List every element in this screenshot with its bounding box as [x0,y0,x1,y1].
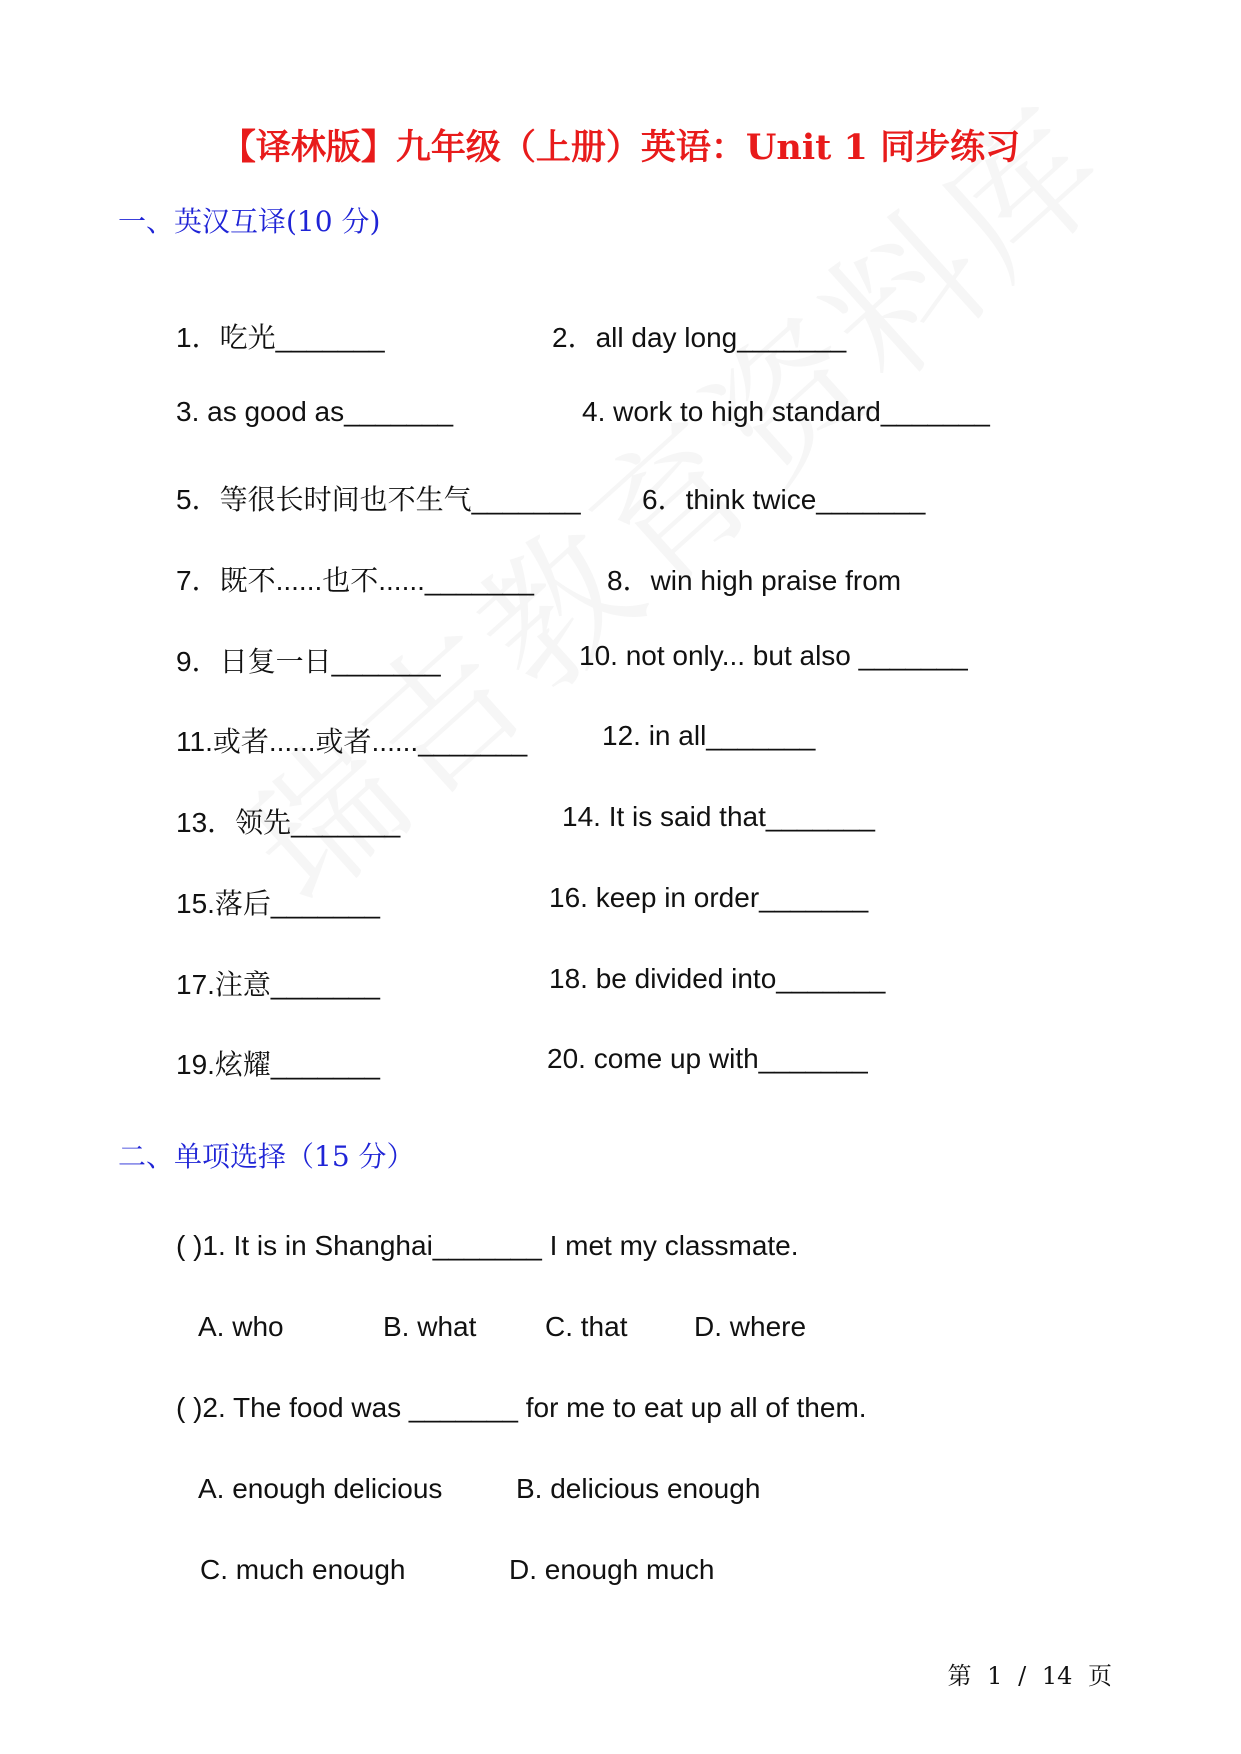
question-1-option-c: C. that [545,1311,628,1342]
item-8: 8．win high praise from [607,565,902,596]
item-14: 14. It is said that_______ [562,801,875,832]
question-2-option-b: B. delicious enough [516,1473,761,1504]
item-13: 13．领先_______ [176,807,401,838]
footer-current-page: 1 [987,1662,1003,1690]
item-20: 20. come up with_______ [547,1043,868,1074]
item-19: 19.炫耀_______ [176,1049,380,1080]
item-7: 7．既不......也不......_______ [176,565,534,596]
question-2-option-a: A. enough delicious [198,1473,443,1504]
item-10: 10. not only... but also _______ [579,640,968,671]
item-3: 3. as good as_______ [176,396,454,427]
question-2-option-c: C. much enough [200,1554,406,1585]
item-9: 9．日复一日_______ [176,646,441,677]
item-2: 2．all day long_______ [552,322,847,353]
question-2-option-d: D. enough much [509,1554,715,1585]
section-2-heading: 二、单项选择（15 分） [118,1140,415,1173]
question-1-option-a: A. who [198,1311,284,1342]
question-2-stem: ( )2. The food was _______ for me to eat up all of them. [176,1392,867,1423]
document-title: 【译林版】九年级（上册）英语：Unit 1 同步练习 [220,127,1021,168]
item-18: 18. be divided into_______ [549,963,886,994]
item-16: 16. keep in order_______ [549,882,869,913]
item-4: 4. work to high standard_______ [582,396,990,427]
item-12: 12. in all_______ [602,720,816,751]
footer-label-before: 第 [947,1662,972,1690]
item-1: 1．吃光_______ [176,322,385,353]
footer-label-after: 页 [1088,1662,1112,1690]
item-15: 15.落后_______ [176,888,380,919]
question-1-option-b: B. what [383,1311,477,1342]
section-1-heading: 一、英汉互译(10 分) [118,205,381,238]
item-11: 11.或者......或者......_______ [176,726,528,757]
item-17: 17.注意_______ [176,969,380,1000]
item-5: 5．等很长时间也不生气_______ [176,484,581,515]
footer-total-pages: 14 [1041,1662,1073,1690]
footer-separator: / [1018,1662,1027,1690]
question-1-option-d: D. where [694,1311,807,1342]
item-6: 6．think twice_______ [642,484,926,515]
question-1-stem: ( )1. It is in Shanghai_______ I met my classmate. [176,1230,799,1261]
page-footer [944,1656,1116,1691]
